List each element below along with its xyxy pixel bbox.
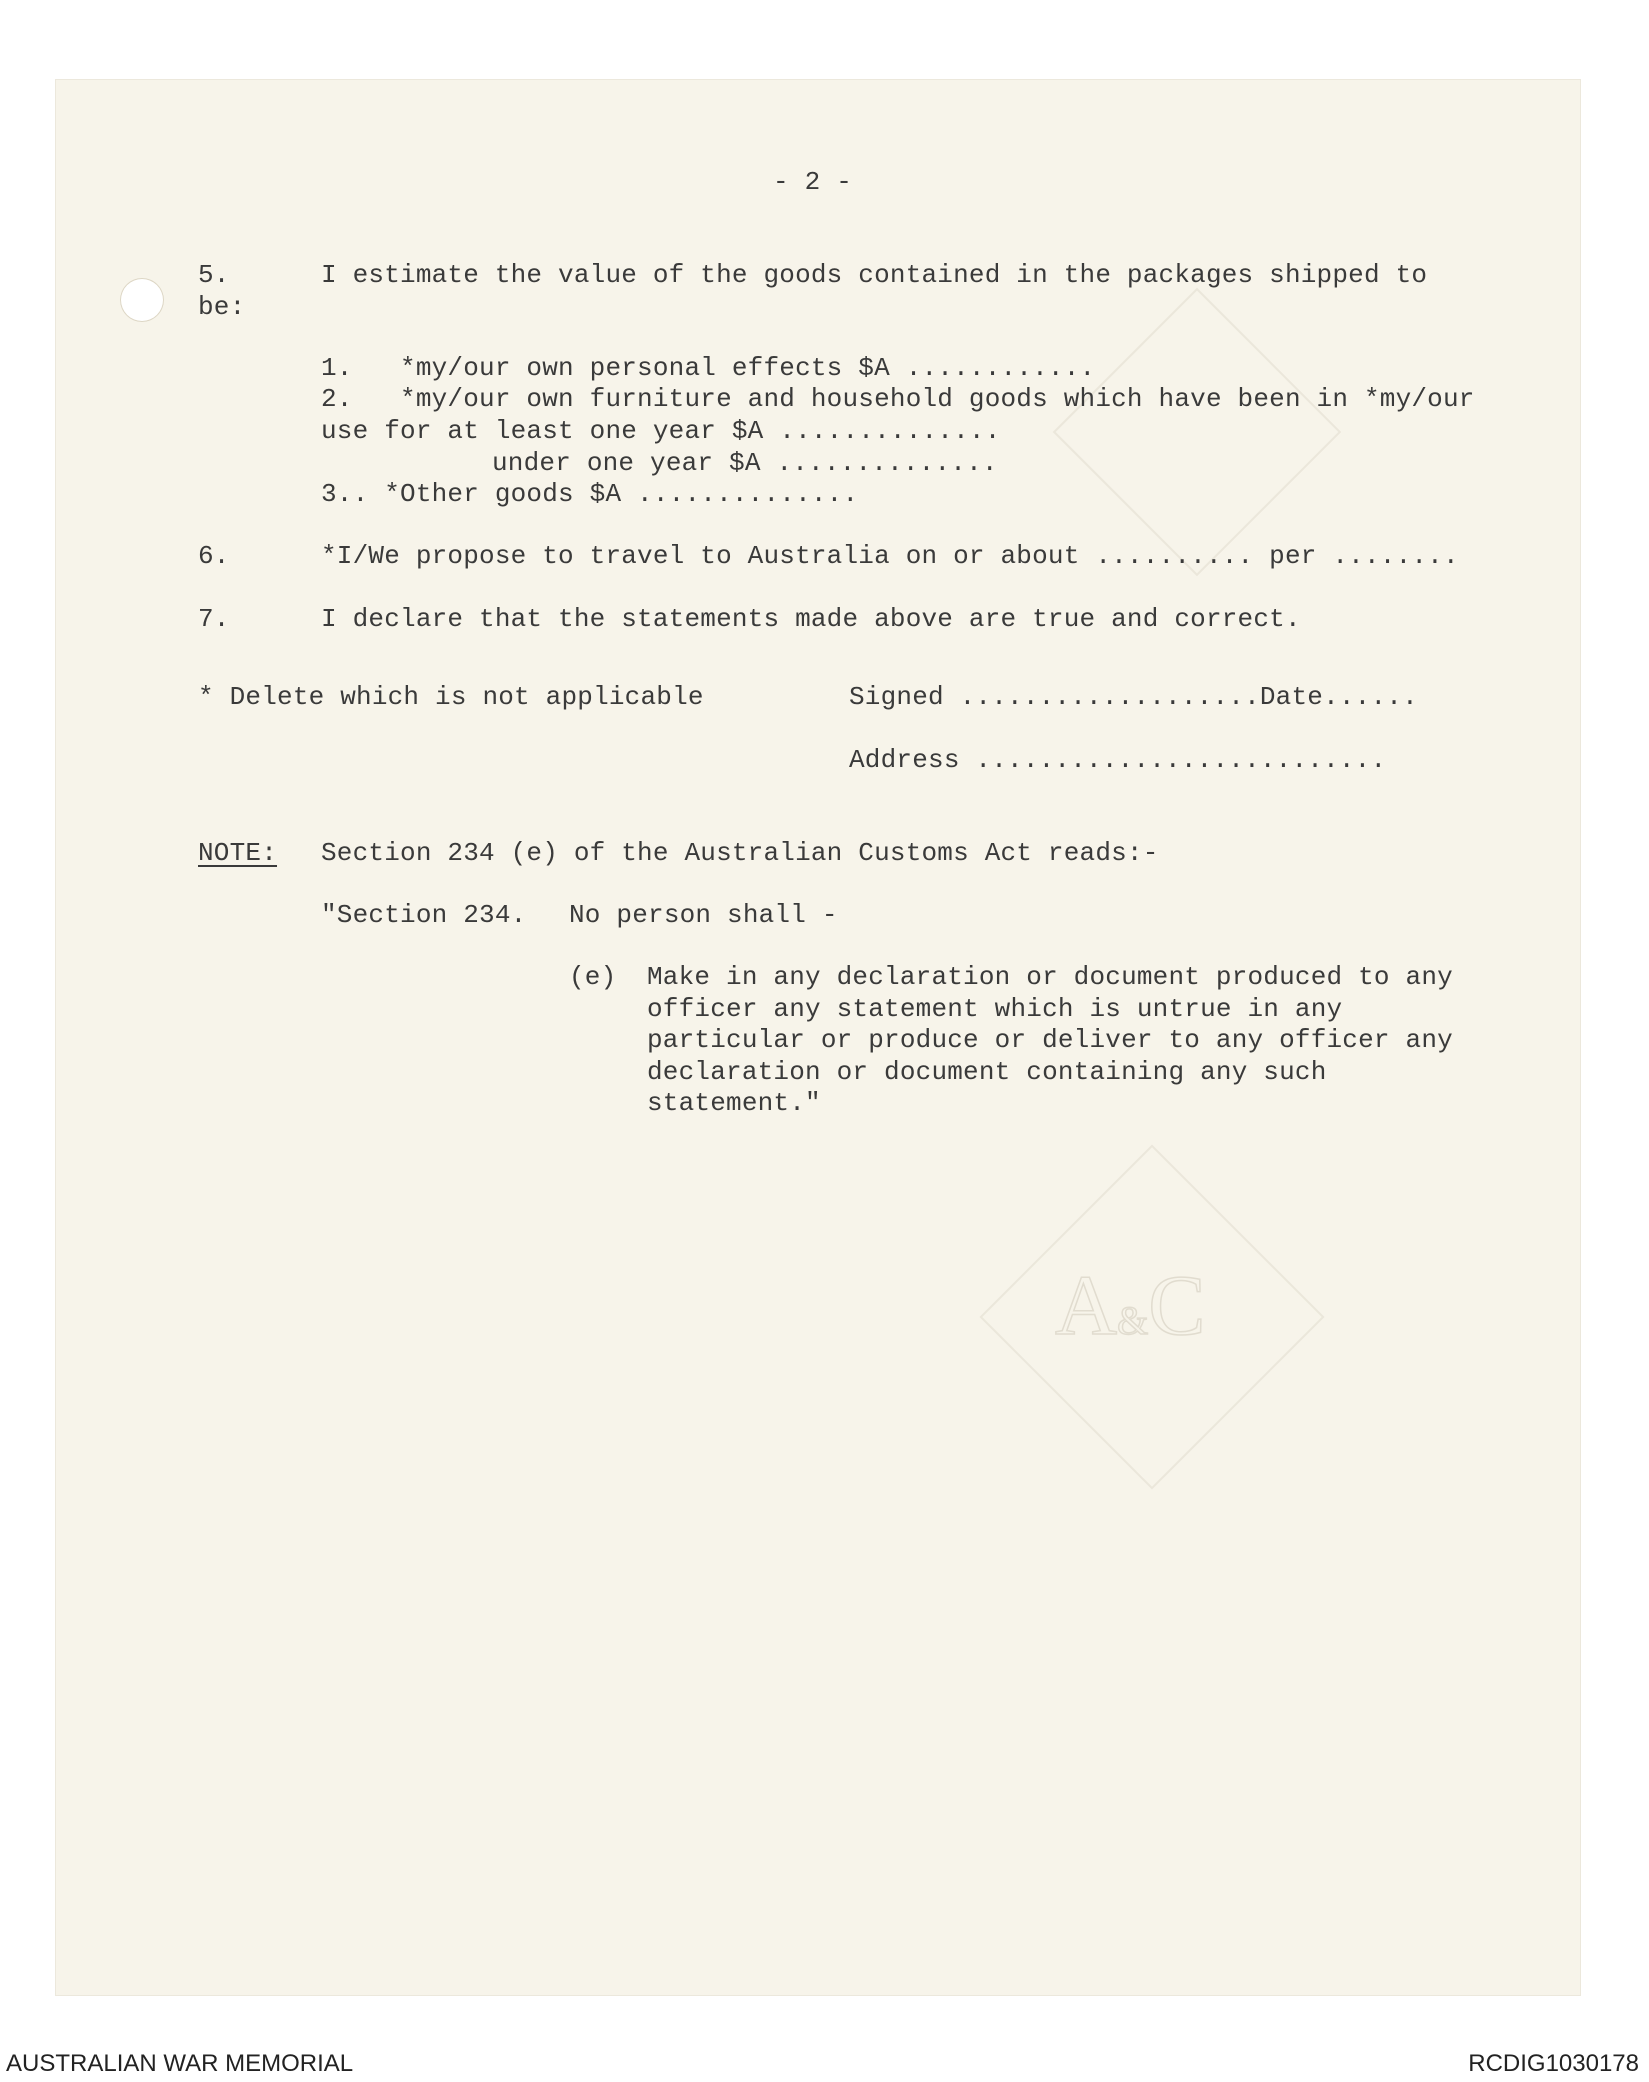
clause-line: statement." <box>647 1088 821 1118</box>
clause-line: particular or produce or deliver to any officer any <box>647 1025 1453 1055</box>
item-5-sub-2-line-b: use for at least one year $A .............. <box>321 416 1001 446</box>
item-5-sub-1: 1. *my/our own personal effects $A ............ <box>321 353 1096 383</box>
item-5-sub-2-line-c: under one year $A .............. <box>492 448 998 478</box>
note-text: Section 234 (e) of the Australian Customs Act reads:- <box>321 838 1159 868</box>
item-5-continuation: be: <box>198 292 246 322</box>
item-5-sub-2: 2. *my/our own furniture and household goods which have been in *my/our <box>321 384 1475 414</box>
address-line: Address .......................... <box>849 745 1387 775</box>
clause-line: declaration or document containing any such <box>647 1057 1327 1087</box>
note-label: NOTE: <box>198 838 278 868</box>
item-5-number: 5. <box>198 260 230 290</box>
item-5-sub-3: 3.. *Other goods $A .............. <box>321 479 859 509</box>
clause-line: officer any statement which is untrue in any <box>647 994 1343 1024</box>
page-number: - 2 - <box>773 167 853 197</box>
signed-date-line: Signed ...................Date...... <box>849 682 1418 712</box>
item-7-text: I declare that the statements made above are true and correct. <box>321 604 1301 634</box>
punch-hole <box>120 278 164 322</box>
item-6-number: 6. <box>198 541 230 571</box>
quote-section-heading: "Section 234. <box>321 900 527 930</box>
delete-footnote: * Delete which is not applicable <box>198 682 704 712</box>
footer-archive-name: AUSTRALIAN WAR MEMORIAL <box>6 2050 354 2077</box>
item-7-number: 7. <box>198 604 230 634</box>
item-6-text: *I/We propose to travel to Australia on or about .......... per ........ <box>321 541 1459 571</box>
embossed-seal-bottom-text: A&C <box>1055 1257 1206 1353</box>
quote-lead: No person shall - <box>569 900 838 930</box>
item-5-text: I estimate the value of the goods contained in the packages shipped to <box>321 260 1428 290</box>
footer-record-id: RCDIG1030178 <box>1468 2050 1639 2077</box>
clause-line: Make in any declaration or document produced to any <box>647 962 1453 992</box>
clause-label: (e) <box>569 962 617 992</box>
